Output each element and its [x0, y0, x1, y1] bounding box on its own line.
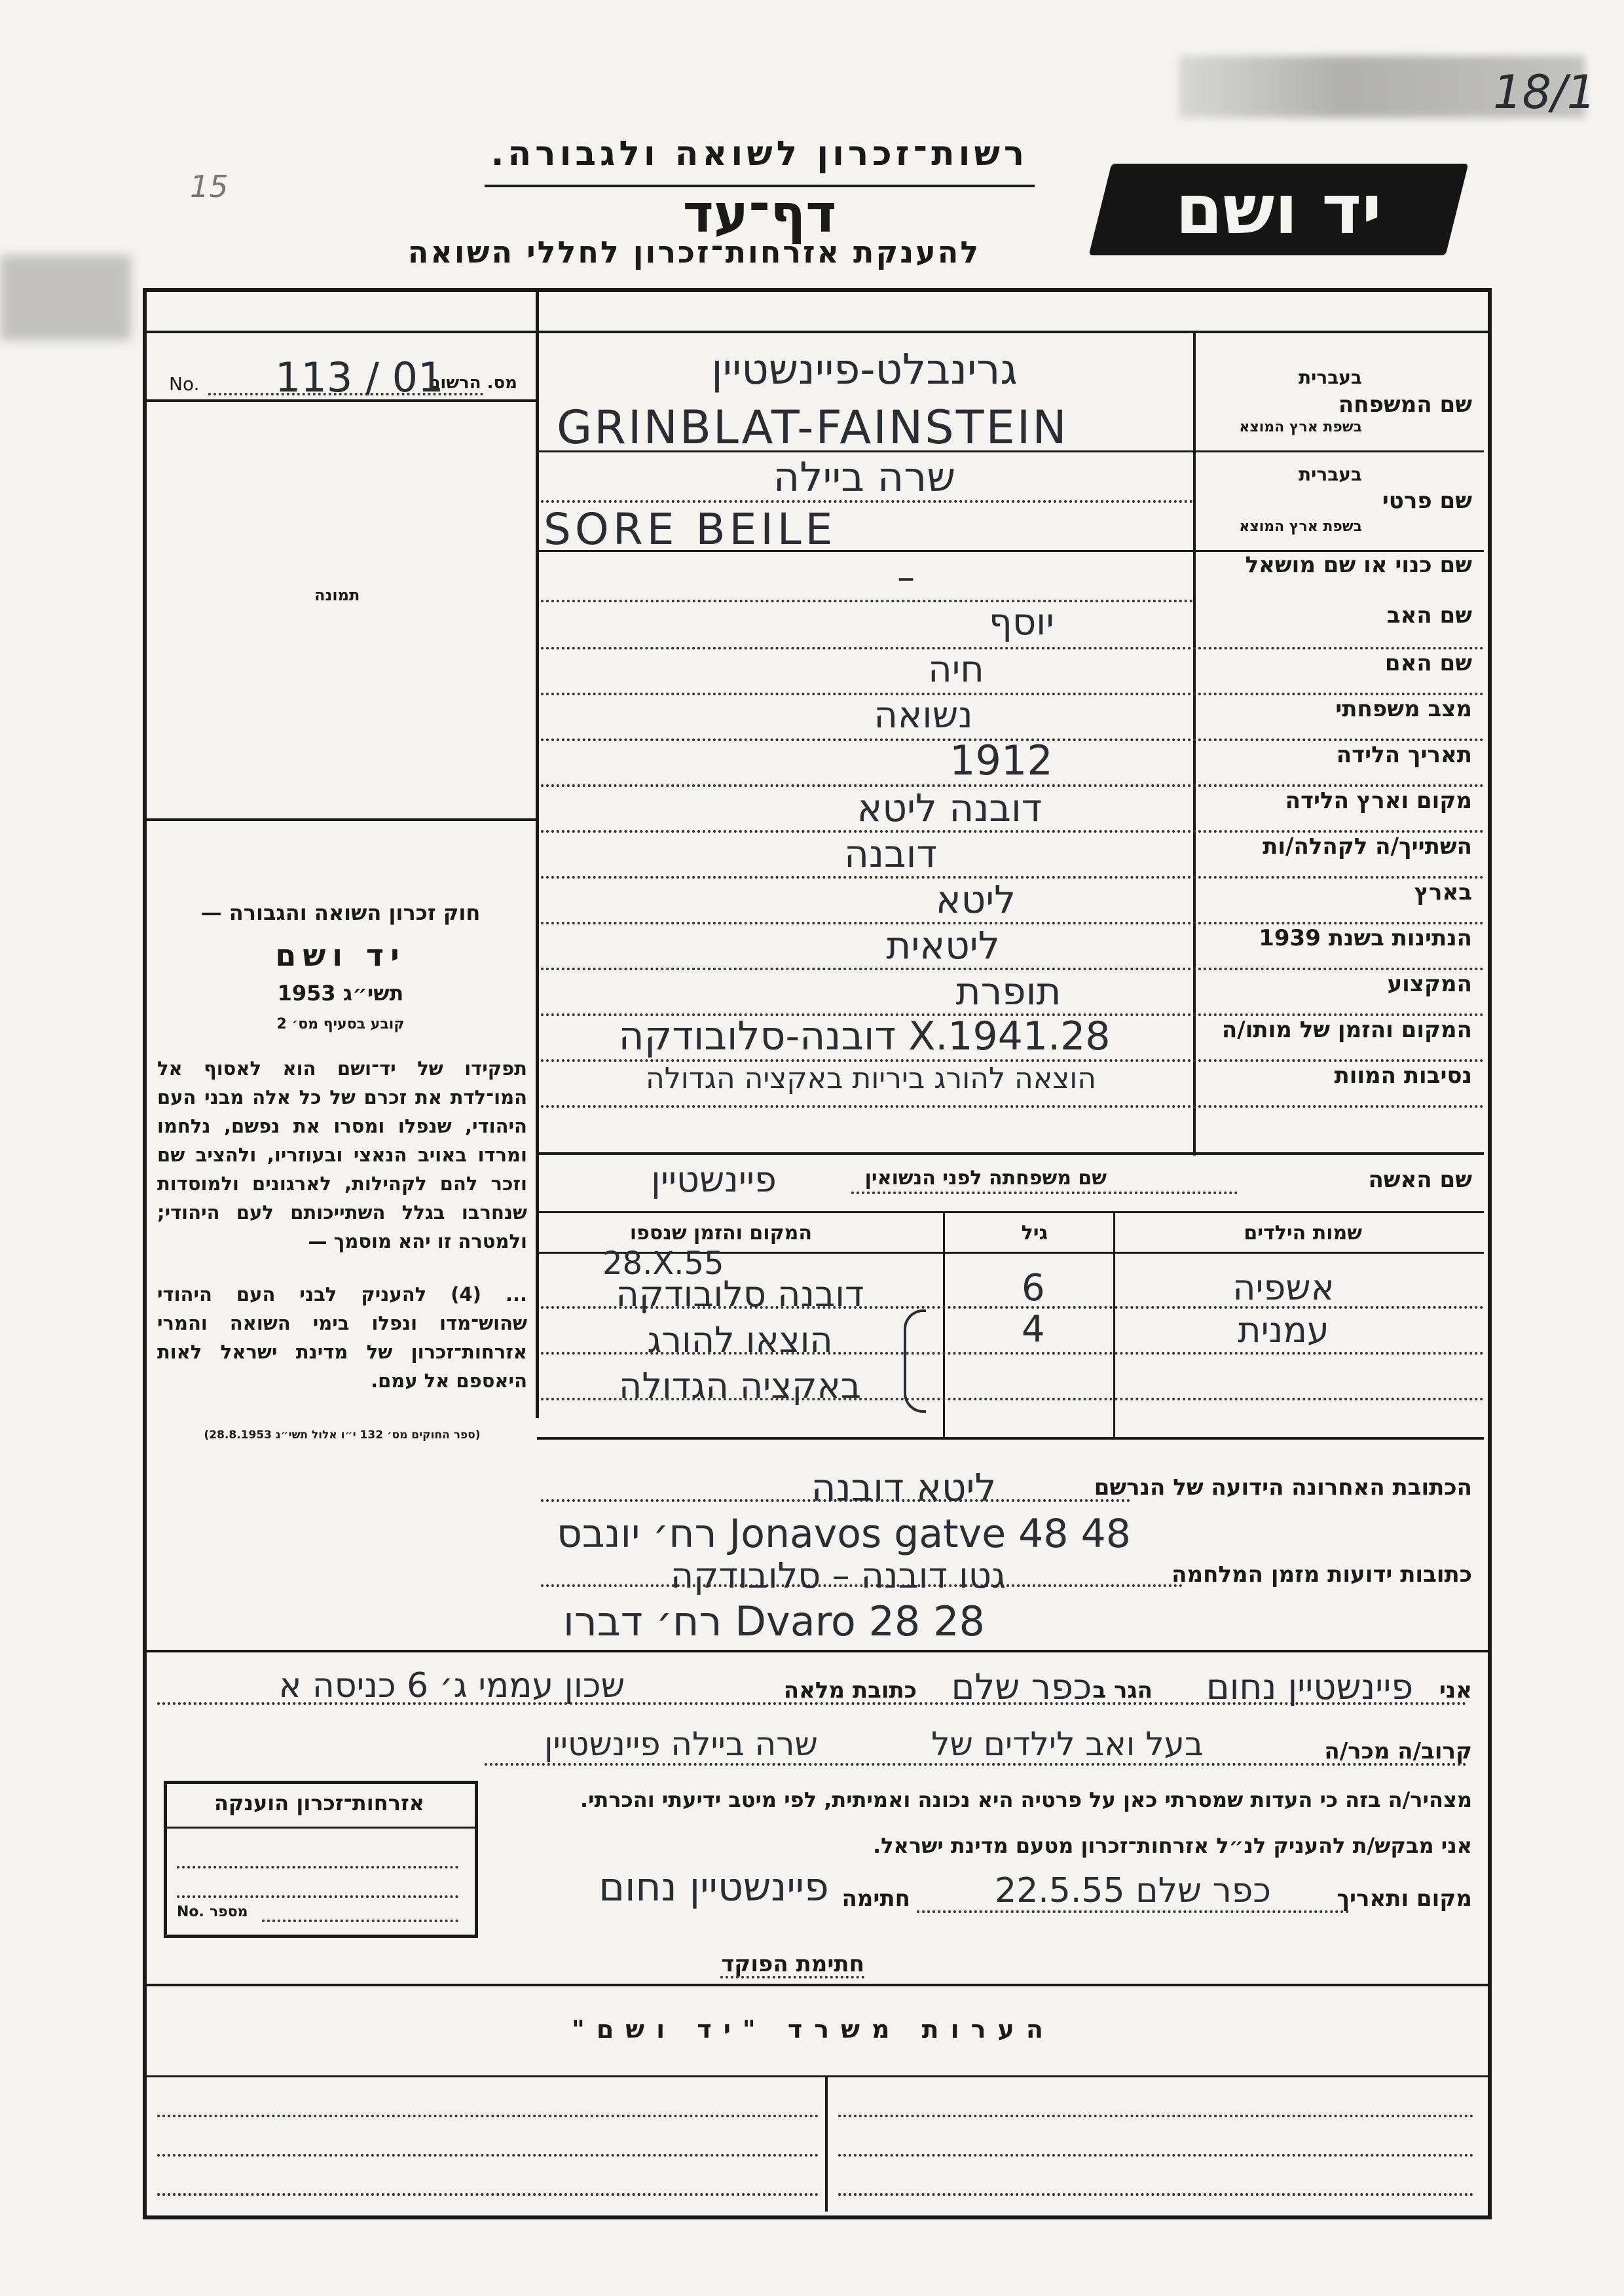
- birth-date-value: 1912: [950, 737, 1053, 784]
- mother-value: חיה: [928, 648, 984, 691]
- child-1-place: דובנה סלובודקה: [616, 1273, 864, 1315]
- death-circumstances-label: נסיבות המוות: [1334, 1063, 1472, 1089]
- law-paragraph-2: ... (4) להעניק לבני העם היהודי שהוש־מדו ונפלו בימי השואה והמרי אזרחות־זכרון של מדינת ישראל לאות היאספם אל עמם.: [157, 1283, 527, 1392]
- declarant-lives-label: הגר ב: [1092, 1677, 1153, 1704]
- last-address-street: רח׳ יונבס Jonavos gatve 48 48: [557, 1511, 1131, 1557]
- granted-number-label: מספר: [210, 1904, 248, 1920]
- last-address-label: הכתובת האחרונה הידועה של הנרשם: [1094, 1474, 1472, 1501]
- child-3-place: באקציה הגדולה: [619, 1365, 861, 1406]
- citizenship-label: הנתינות בשנת 1939: [1259, 925, 1472, 951]
- nickname-label: שם כנוי או שם מושאל: [1245, 552, 1472, 578]
- registration-no-label: No.: [169, 373, 200, 395]
- first-name-label: שם פרטי: [1382, 488, 1472, 514]
- authority-title: רשות־זכרון לשואה ולגבורה.: [490, 134, 1029, 173]
- wartime-address-street: רח׳ דברו Dvaro 28 28: [563, 1597, 985, 1645]
- form-subtitle: להענקת אזרחות־זכרון לחללי השואה: [407, 234, 981, 270]
- family-name-local-value: GRINBLAT-FAINSTEIN: [557, 401, 1069, 454]
- children-place-header: המקום והזמן שנספו: [629, 1222, 812, 1245]
- family-name-hebrew-label: בעברית: [1298, 367, 1362, 388]
- community-value: דובנה: [843, 831, 938, 876]
- children-date-note: 28.X.55: [602, 1245, 724, 1282]
- law-clause: קובע בסעיף מס׳ 2: [276, 1016, 405, 1032]
- relation-value: בעל ואב לילדים של: [931, 1725, 1204, 1763]
- signature-value: פיינשטיין נחום: [599, 1865, 829, 1910]
- wife-maiden-label: שם משפחתה לפני הנשואין: [864, 1167, 1107, 1190]
- family-name-label: שם המשפחה: [1338, 392, 1472, 418]
- logo-text: יד ושם: [1175, 170, 1382, 249]
- citizenship-value: ליטאית: [886, 923, 1000, 968]
- children-age-header: גיל: [1021, 1222, 1048, 1245]
- scan-smudge-left: [0, 255, 131, 340]
- granted-no-label: No.: [177, 1904, 204, 1920]
- children-names-header: שמות הילדים: [1244, 1222, 1362, 1245]
- community-label: השתייך/ה לקהלה/ות: [1263, 833, 1472, 860]
- place-date-value: כפר שלם 22.5.55: [995, 1871, 1271, 1910]
- death-place-value: 28.X.1941 דובנה-סלובודקה: [618, 1013, 1111, 1059]
- birth-place-value: דובנה ליטא: [857, 786, 1043, 830]
- registration-value: 113 / 01: [275, 354, 444, 401]
- granted-title: אזרחות־זכרון הוענקה: [213, 1791, 425, 1815]
- registration-label: מס. הרשום: [428, 373, 517, 393]
- officer-signature-label: חתימת הפוקד: [721, 1951, 864, 1977]
- marital-value: נשואה: [874, 694, 973, 737]
- law-year: תשי״ג 1953: [277, 981, 404, 1006]
- law-paragraph-1: תפקידו של יד־ושם הוא לאסוף אל המו־לדת את זכרם של כל אלה מבני העם היהודי, שנפלו ומסרו את נפשם, נלחמו ומרדו באויב הנאצי ובעוזריו, ולהציב שם וזכר להם לקהילות, לארגונים ולמוסדות שנחרבו בגלל השתייכותם לעם היהודי; ולמטרה זו יהא מוסמך —: [157, 1057, 527, 1252]
- first-name-hebrew-label: בעברית: [1298, 464, 1362, 485]
- child-2-place: הוצאו להורג: [647, 1319, 833, 1360]
- mother-label: שם האם: [1384, 650, 1472, 676]
- birth-place-label: מקום וארץ הלידה: [1285, 788, 1472, 814]
- form-title: דף־עד: [682, 183, 837, 244]
- country-label: בארץ: [1414, 879, 1472, 905]
- marital-label: מצב משפחתי: [1335, 696, 1472, 722]
- wartime-address-label: כתובות ידועות מזמן המלחמה: [1172, 1561, 1472, 1588]
- first-name-hebrew-value: שרה ביילה: [773, 453, 956, 501]
- child-1-name: אשפיה: [1232, 1267, 1335, 1308]
- law-name: יד ושם: [275, 938, 406, 973]
- bracket-mark: [904, 1309, 926, 1413]
- declarant-address-label: כתובת מלאה: [783, 1677, 917, 1704]
- wife-value: פיינשטיין: [651, 1159, 777, 1200]
- wife-label: שם האשה: [1368, 1167, 1472, 1193]
- request-text: אני מבקש/ת להעניק לנ״ל אזרחות־זכרון מטעם מדינת ישראל.: [873, 1833, 1472, 1858]
- notes-title: הערות משרד "יד ושם": [572, 2015, 1055, 2044]
- father-value: יוסף: [989, 601, 1054, 644]
- yad-vashem-logo: [1089, 164, 1469, 255]
- first-name-local-label: בשפת ארץ המוצא: [1239, 519, 1362, 535]
- country-value: ליטא: [935, 877, 1016, 922]
- corner-number: 15: [190, 169, 229, 204]
- law-title: חוק זכרון השואה והגבורה —: [200, 900, 481, 925]
- child-2-name: עמנית: [1238, 1309, 1329, 1351]
- signature-label: חתימה: [841, 1886, 910, 1912]
- declarant-i-value: פיינשטיין נחום: [1206, 1666, 1414, 1707]
- birth-date-label: תאריך הלידה: [1336, 742, 1472, 768]
- wartime-address-value: גטו דובנה – סלובודקה: [670, 1555, 1006, 1596]
- photo-label: תמונה: [314, 586, 360, 604]
- last-address-value: ליטא דובנה: [811, 1465, 997, 1510]
- declarant-i-label: אני: [1439, 1677, 1472, 1704]
- relation-name: שרה ביילה פיינשטיין: [544, 1725, 818, 1763]
- death-circumstances-value: הוצאה להורג ביריות באקציה הגדולה: [646, 1062, 1096, 1095]
- declaration-text: מצהיר/ה בזה כי העדות שמסרתי כאן על פרטיה היא נכונה ואמיתית, לפי מיטב ידיעתי והכרתי.: [580, 1787, 1472, 1812]
- declarant-lives-value: כפר שלם: [951, 1666, 1092, 1707]
- child-1-age: 6: [1022, 1267, 1045, 1309]
- place-date-label: מקום ותאריך: [1337, 1886, 1472, 1912]
- profession-value: תופרת: [955, 969, 1061, 1013]
- profession-label: המקצוע: [1387, 971, 1472, 997]
- death-place-label: המקום והזמן של מותו/ה: [1221, 1017, 1472, 1043]
- declarant-address-value: שכון עממי ג׳ 6 כניסה א: [278, 1666, 625, 1705]
- relation-label: קרוב/ה מכר/ה: [1324, 1738, 1472, 1764]
- family-name-local-label: בשפת ארץ המוצא: [1239, 419, 1362, 435]
- first-name-local-value: SORE BEILE: [544, 504, 837, 555]
- family-name-hebrew-value: גרינבלט-פיינשטיין: [711, 346, 1018, 394]
- law-source: (ספר החוקים מס׳ 132 י״ו אלול תשי״ג 28.8.1953): [204, 1429, 481, 1442]
- nickname-value: –: [897, 556, 915, 598]
- father-label: שם האב: [1386, 602, 1472, 629]
- child-2-age: 4: [1022, 1308, 1045, 1351]
- top-number: 18/1: [1493, 65, 1596, 119]
